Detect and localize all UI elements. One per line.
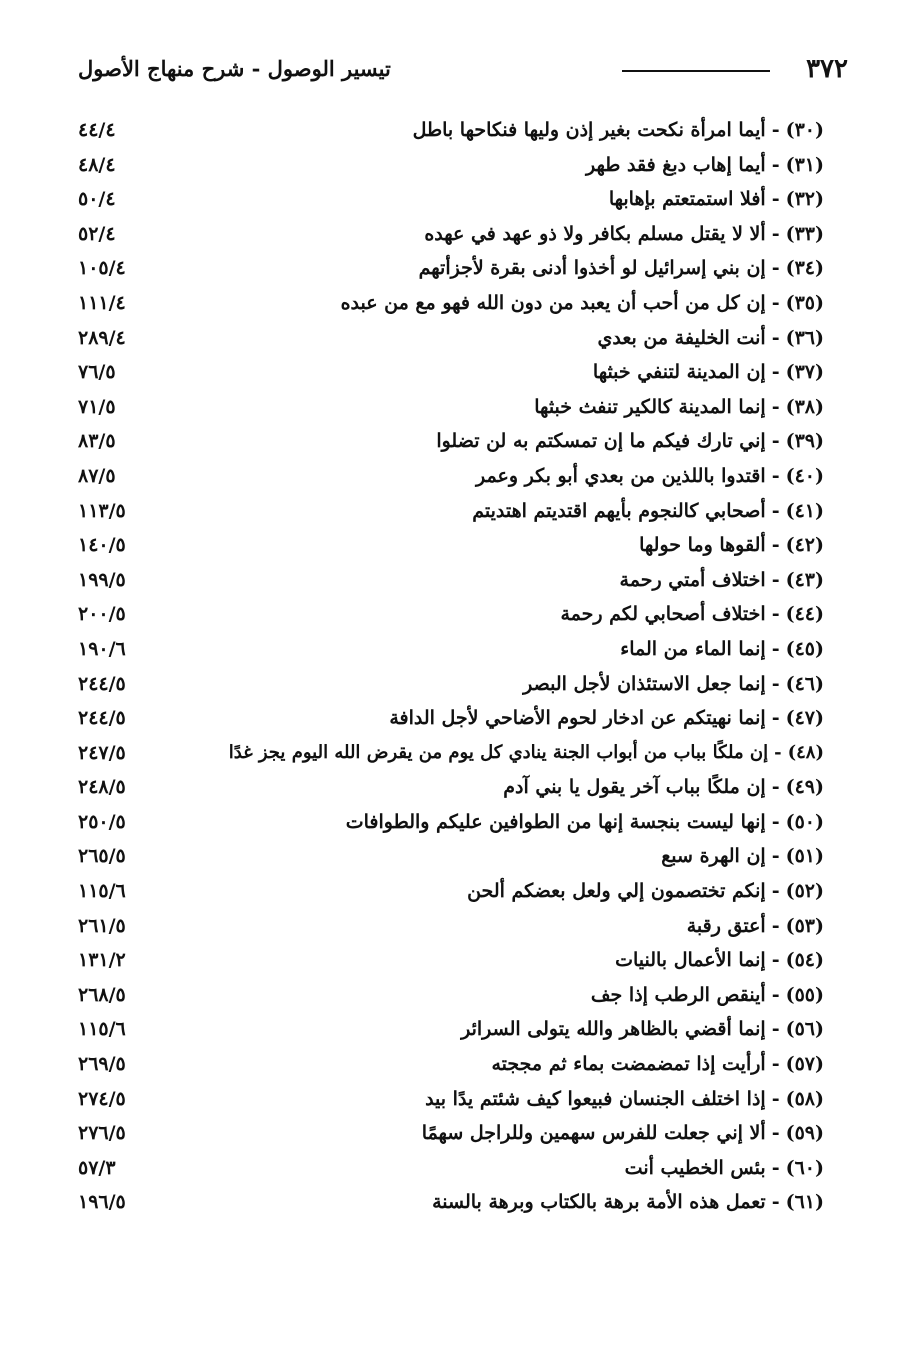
entry-dash: - [771,464,780,487]
entry-text-line [229,737,824,769]
index-entry [0,875,920,910]
entry-reference: ٢٥٠/٥ [78,810,126,833]
entry-number: (٥٠) [785,810,824,833]
index-entry [0,840,920,875]
entry-reference: ٥٧/٣ [78,1156,116,1179]
entry-number: (٤١) [785,499,824,522]
index-entry [0,564,920,599]
entry-hadith-text: إنما جعل الاستئذان لأجل البصر [523,672,766,695]
entry-reference: ١٩٠/٦ [78,637,126,660]
entry-hadith-text: إنما أقضي بالظاهر والله يتولى السرائر [461,1018,766,1041]
entry-dash: - [771,188,780,211]
entry-hadith-text: إنكم تختصمون إلي ولعل بعضكم ألحن [467,880,766,903]
entry-number: (٥٩) [785,1122,824,1145]
entry-text-line [687,910,824,942]
entry-text-line [341,287,824,319]
entry-hadith-text: تعمل هذه الأمة برهة بالكتاب وبرهة بالسنة [432,1191,766,1214]
entry-number: (٣١) [785,153,824,176]
entry-reference: ٢٧٤/٥ [78,1087,126,1110]
entry-dash: - [771,430,780,453]
entry-number: (٥٦) [785,1018,824,1041]
index-entry [0,1152,920,1187]
entry-text-line [467,875,824,907]
entry-hadith-text: بئس الخطيب أنت [624,1156,766,1179]
entry-reference: ١٤٠/٥ [78,534,126,557]
index-entry [0,1048,920,1083]
entry-text-line [591,979,824,1011]
entry-reference: ٢٧٦/٥ [78,1122,126,1145]
index-entry [0,149,920,184]
entry-dash: - [774,741,782,763]
entry-text-line [639,529,824,561]
index-entry [0,737,920,772]
entry-hadith-text: ألقوها وما حولها [639,534,766,557]
entry-dash: - [771,499,780,522]
entry-text-line [476,460,824,492]
running-title: تيسير الوصول - شرح منهاج الأصول [78,56,391,81]
entry-number: (٥٢) [785,880,824,903]
entry-hadith-text: اقتدوا باللذين من بعدي أبو بكر وعمر [476,464,766,487]
entry-number: (٣٥) [785,291,824,314]
entry-dash: - [771,534,780,557]
entry-number: (٤٧) [785,707,824,730]
entry-dash: - [771,776,780,799]
entry-text-line [598,322,824,354]
index-entry [0,391,920,426]
entry-reference: ٨٣/٥ [78,430,116,453]
entry-reference: ٧٦/٥ [78,361,116,384]
entry-reference: ٢٤٤/٥ [78,672,126,695]
entry-number: (٥٥) [785,983,824,1006]
entry-hadith-text: إني تارك فيكم ما إن تمسكتم به لن تضلوا [436,430,766,453]
entry-text-line [432,1186,824,1218]
entry-text-line [472,495,824,527]
entry-number: (٣٢) [785,188,824,211]
entry-dash: - [771,361,780,384]
entry-number: (٦١) [785,1191,824,1214]
entry-reference: ٢٦٨/٥ [78,983,126,1006]
entry-hadith-text: إذا اختلف الجنسان فبيعوا كيف شئتم يدًا بيد [425,1087,766,1110]
index-entry [0,114,920,149]
entry-number: (٣٠) [785,119,824,141]
entry-number: (٣٨) [785,395,824,418]
entry-dash: - [771,326,780,349]
entry-number: (٤٢) [785,534,824,557]
entry-text-line [422,1117,824,1149]
entry-reference: ٢٦٩/٥ [78,1053,126,1076]
entry-dash: - [771,637,780,660]
entry-hadith-text: أصحابي كالنجوم بأيهم اقتديتم اهتديتم [472,499,766,522]
entry-dash: - [771,914,780,937]
index-entry [0,529,920,564]
index-entry [0,322,920,357]
entry-number: (٥٧) [785,1053,824,1076]
entry-number: (٤٠) [785,464,824,487]
entry-text-line [625,1152,824,1184]
entry-dash: - [771,153,780,176]
entry-hadith-text: إن ملكًا بباب آخر يقول يا بني آدم [503,776,766,799]
entry-text-line [425,1083,824,1115]
entry-reference: ٢٦٥/٥ [78,845,126,868]
entry-number: (٤٨) [787,741,824,763]
entry-hadith-text: أرأيت إذا تمضمضت بماء ثم مججته [491,1053,766,1076]
entry-text-line [503,771,824,803]
entry-reference: ١١١/٤ [78,291,126,314]
entry-number: (٤٦) [785,672,824,695]
entry-number: (٣٧) [785,361,824,384]
entry-dash: - [771,395,780,418]
entry-dash: - [771,1191,780,1214]
entry-dash: - [771,119,780,141]
entry-dash: - [771,707,780,730]
entry-hadith-text: أفلا استمتعتم بإهابها [608,188,766,211]
index-entry [0,1083,920,1118]
entry-hadith-text: إن ملكًا بباب من أبواب الجنة ينادي كل يوم من يقرض الله اليوم يجز غدًا [228,741,769,763]
entry-text-line [436,425,824,457]
index-entry [0,979,920,1014]
entry-dash: - [771,983,780,1006]
entry-hadith-text: أيما إهاب دبغ فقد طهر [586,153,766,176]
entry-reference: ١٣١/٢ [78,949,126,972]
index-entry [0,460,920,495]
index-entry [0,771,920,806]
entry-number: (٦٠) [785,1156,824,1179]
entry-reference: ٢٤٧/٥ [78,741,126,764]
index-entry [0,252,920,287]
index-entry [0,218,920,253]
entry-reference: ١٩٦/٥ [78,1191,126,1214]
entry-text-line [593,356,824,388]
entry-dash: - [771,568,780,591]
entry-reference: ١٩٩/٥ [78,568,126,591]
entry-text-line [424,218,824,250]
entry-reference: ٢٤٤/٥ [78,707,126,730]
entry-number: (٣٩) [785,430,824,453]
index-entry [0,806,920,841]
entry-hadith-text: إنما الماء من الماء [620,637,766,660]
hadith-index-list [0,114,920,1221]
entry-reference: ٢٠٠/٥ [78,603,126,626]
entry-text-line [620,633,824,665]
entry-hadith-text: ألا لا يقتل مسلم بكافر ولا ذو عهد في عهده [424,222,766,245]
entry-dash: - [771,1122,780,1145]
entry-number: (٤٣) [785,568,824,591]
entry-number: (٥٣) [785,914,824,937]
entry-dash: - [771,949,780,972]
index-entry [0,183,920,218]
index-entry [0,633,920,668]
entry-text-line [419,252,824,284]
entry-number: (٣٤) [785,257,824,280]
entry-dash: - [771,880,780,903]
entry-hadith-text: إن كل من أحب أن يعبد من دون الله فهو مع من عبده [340,291,766,314]
entry-number: (٤٤) [785,603,824,626]
index-entry [0,1186,920,1221]
entry-number: (٤٥) [785,637,824,660]
entry-hadith-text: اختلاف أصحابي لكم رحمة [560,603,766,626]
entry-hadith-text: إن الهرة سبع [661,845,766,868]
entry-text-line [534,391,824,423]
entry-dash: - [771,291,780,314]
entry-hadith-text: أنت الخليفة من بعدي [597,326,766,349]
entry-reference: ٢٤٨/٥ [78,776,126,799]
entry-text-line [661,840,824,872]
index-entry [0,944,920,979]
entry-text-line [615,944,824,976]
entry-dash: - [771,1087,780,1110]
index-entry [0,598,920,633]
entry-dash: - [771,222,780,245]
entry-dash: - [771,1053,780,1076]
index-entry [0,287,920,322]
page-number: ٣٧٢ [806,54,848,84]
entry-text-line [620,564,824,596]
index-entry [0,1117,920,1152]
entry-hadith-text: اختلاف أمتي رحمة [619,568,766,591]
entry-dash: - [771,1156,780,1179]
index-entry [0,702,920,737]
index-entry [0,356,920,391]
entry-text-line [461,1013,824,1045]
entry-reference: ٢٨٩/٤ [78,326,126,349]
entry-reference: ١١٥/٦ [78,1018,126,1041]
entry-hadith-text: إنما الأعمال بالنيات [615,949,766,972]
entry-reference: ٥٠/٤ [78,188,116,211]
entry-reference: ٥٢/٤ [78,222,116,245]
entry-number: (٥١) [785,845,824,868]
entry-number: (٤٩) [785,776,824,799]
index-entry [0,668,920,703]
index-entry [0,1013,920,1048]
entry-reference: ٤٤/٤ [78,119,116,141]
entry-number: (٥٨) [785,1087,824,1110]
entry-number: (٣٣) [785,222,824,245]
entry-dash: - [771,672,780,695]
entry-hadith-text: أينقص الرطب إذا جف [590,983,766,1006]
index-entry [0,495,920,530]
entry-dash: - [771,845,780,868]
entry-dash: - [771,810,780,833]
entry-reference: ٤٨/٤ [78,153,116,176]
entry-hadith-text: إنها ليست بنجسة إنها من الطوافين عليكم والطوافات [345,810,766,833]
entry-text-line [586,149,824,181]
entry-dash: - [771,1018,780,1041]
entry-reference: ١١٣/٥ [78,499,126,522]
entry-number: (٣٦) [785,326,824,349]
entry-text-line [609,183,824,215]
entry-hadith-text: أعتق رقبة [686,914,766,937]
entry-reference: ٢٦١/٥ [78,914,126,937]
entry-number: (٥٤) [785,949,824,972]
entry-reference: ١٠٥/٤ [78,257,126,280]
index-entry [0,910,920,945]
entry-text-line [413,114,824,146]
entry-dash: - [771,257,780,280]
entry-reference: ٨٧/٥ [78,464,116,487]
entry-hadith-text: ألا إني جعلت للفرس سهمين وللراجل سهمًا [421,1122,766,1145]
entry-dash: - [771,603,780,626]
page-header [78,52,848,92]
entry-hadith-text: إن بني إسرائيل لو أخذوا أدنى بقرة لأجزأتهم [418,257,766,280]
entry-text-line [346,806,824,838]
entry-reference: ١١٥/٦ [78,880,126,903]
entry-text-line [560,598,824,630]
entry-hadith-text: إن المدينة لتنفي خبثها [592,361,766,384]
entry-reference: ٧١/٥ [78,395,116,418]
entry-hadith-text: إنما المدينة كالكير تنفث خبثها [534,395,766,418]
index-entry [0,425,920,460]
entry-text-line [491,1048,824,1080]
entry-hadith-text: أيما امرأة نكحت بغير إذن وليها فنكاحها باطل [412,119,766,141]
entry-text-line [389,702,824,734]
entry-text-line [523,668,824,700]
entry-hadith-text: إنما نهيتكم عن ادخار لحوم الأضاحي لأجل الدافة [389,707,766,730]
header-rule [622,70,770,72]
